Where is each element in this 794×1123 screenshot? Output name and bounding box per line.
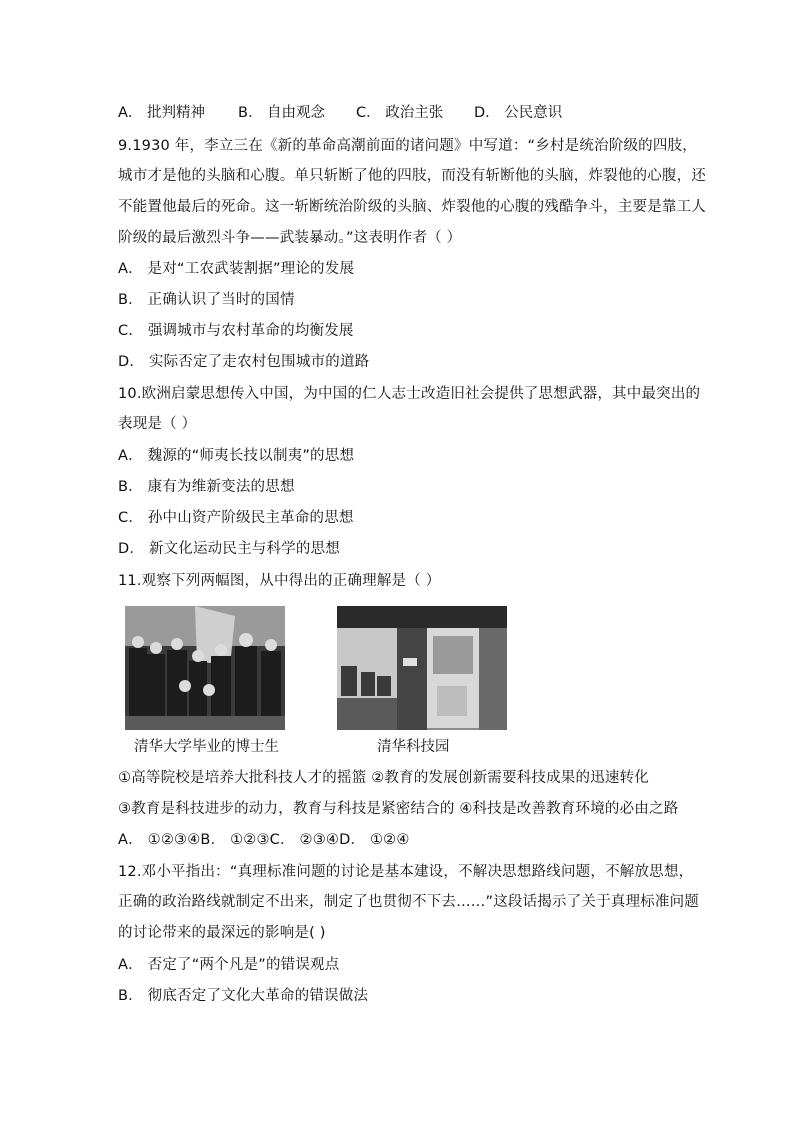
caption-tech-park: 清华科技园 — [377, 739, 450, 755]
q12-stem-line-1: 12.邓小平指出：“真理标准问题的讨论是基本建设，不解决思想路线问题，不解放思想， — [118, 864, 694, 880]
q10-option-b: B． 康有为维新变法的思想 — [118, 479, 295, 495]
q9-option-b: B． 正确认识了当时的国情 — [118, 292, 295, 308]
tech-park-photo — [337, 606, 507, 730]
q11-statements-line-2: ③教育是科技进步的动力，教育与科技是紧密结合的 ④科技是改善教育环境的必由之路 — [118, 801, 679, 817]
q8-option-c: C． 政治主张 — [356, 105, 444, 121]
q9-stem-line-3: 不能置他最后的死命。这一斩断统治阶级的头脑、炸裂他的心腹的残酷争斗，主要是靠工人 — [118, 199, 706, 215]
graduates-photo — [125, 606, 285, 730]
q8-option-a: A． 批判精神 — [118, 105, 206, 121]
q10-option-d: D． 新文化运动民主与科学的思想 — [118, 541, 340, 557]
q12-option-a: A． 否定了“两个凡是”的错误观点 — [118, 957, 340, 973]
q10-option-a: A． 魏源的“师夷长技以制夷”的思想 — [118, 448, 355, 464]
q9-stem-line-2: 城市才是他的头脑和心腹。单只斩断了他的四肢，而没有斩断他的头脑，炸裂他的心腹，还 — [118, 168, 706, 184]
q10-stem-line-2: 表现是（ ） — [118, 416, 197, 432]
q9-stem-line-1: 9.1930 年，李立三在《新的革命高潮前面的诸问题》中写道：“乡村是统治阶级的四肢， — [118, 138, 697, 154]
q9-option-a: A． 是对“工农武装割据”理论的发展 — [118, 261, 355, 277]
q11-options: A． ①②③④B． ①②③C． ②③④D． ①②④ — [118, 832, 410, 848]
q12-stem-line-3: 的讨论带来的最深远的影响是( ) — [118, 925, 326, 941]
q9-option-d: D． 实际否定了走农村包围城市的道路 — [118, 354, 370, 370]
caption-graduates: 清华大学毕业的博士生 — [134, 739, 279, 755]
q10-stem-line-1: 10.欧洲启蒙思想传入中国，为中国的仁人志士改造旧社会提供了思想武器，其中最突出的 — [118, 386, 701, 402]
q8-option-b: B． 自由观念 — [238, 105, 326, 121]
q11-stem: 11.观察下列两幅图，从中得出的正确理解是（ ） — [118, 573, 441, 589]
q8-options — [118, 103, 562, 123]
q10-option-c: C． 孙中山资产阶级民主革命的思想 — [118, 510, 354, 526]
q8-option-d: D． 公民意识 — [474, 105, 563, 121]
q9-stem-line-4: 阶级的最后激烈斗争——武装暴动。”这表明作者（ ） — [118, 230, 462, 246]
q9-option-c: C． 强调城市与农村革命的均衡发展 — [118, 323, 354, 339]
q11-statements-line-1: ①高等院校是培养大批科技人才的摇篮 ②教育的发展创新需要科技成果的迅速转化 — [118, 770, 650, 786]
graduates-photo-image — [125, 606, 285, 730]
tech-park-photo-image — [337, 606, 507, 730]
q12-stem-line-2: 正确的政治路线就制定不出来，制定了也贯彻不下去……”这段话揭示了关于真理标准问题 — [118, 894, 700, 910]
q12-option-b: B． 彻底否定了文化大革命的错误做法 — [118, 988, 369, 1004]
